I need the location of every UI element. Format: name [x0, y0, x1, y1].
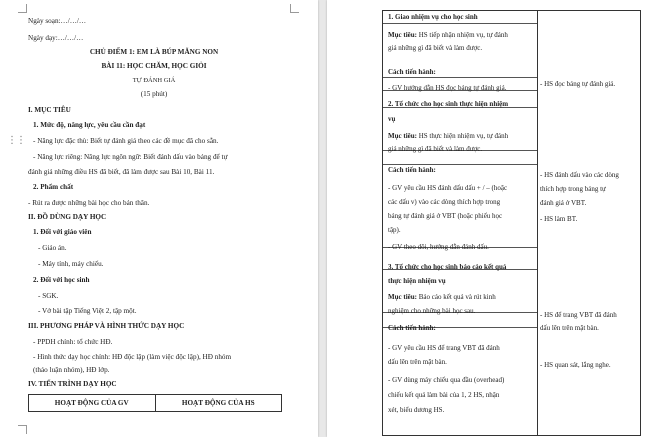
table-row-divider: [383, 164, 537, 165]
text-line: dấu lên trên mặt bàn.: [388, 358, 447, 366]
text-span: HS thực hiện nhiệm vụ, tự đánh: [416, 132, 509, 140]
text-line: nghiệm cho những bài học sau.: [388, 307, 476, 315]
margin-corner-mark: [18, 4, 27, 13]
step-2-heading-cont: vụ: [388, 115, 396, 123]
column-header-gv: HOẠT ĐỘNG CỦA GV: [54, 399, 129, 407]
hs-activity: dấu lên trên mặt bàn.: [540, 324, 599, 332]
text-line: [388, 132, 508, 141]
hs-activity: - HS để trang VBT đã đánh: [540, 311, 617, 319]
text-line: - Giáo án.: [38, 244, 67, 252]
activity-table-header: [28, 394, 282, 412]
margin-corner-mark: [18, 425, 27, 434]
hs-activity: - HS đánh dấu vào các dòng: [540, 171, 619, 179]
text-line: - GV dùng máy chiếu qua đầu (overhead): [388, 376, 505, 384]
text-line: chiếu kết quả làm bài của 1, 2 HS, nhận: [388, 391, 500, 399]
step-3-heading: 3. Tổ chức cho học sinh báo cáo kết quả: [388, 263, 507, 271]
section-heading-do-dung: II. ĐỒ DÙNG DẠY HỌC: [28, 213, 107, 221]
text-line: tập).: [388, 226, 401, 234]
step-2-heading: 2. Tổ chức cho học sinh thực hiện nhiệm: [388, 100, 509, 108]
ngay-day: Ngày dạy:…/…/…: [28, 34, 84, 42]
text-line: - GV yêu cầu HS để trang VBT đã đánh: [388, 344, 500, 352]
hs-activity: - HS quan sát, lắng nghe.: [540, 361, 611, 369]
section-heading-phuong-phap: III. PHƯƠNG PHÁP VÀ HÌNH THỨC DẠY HỌC: [28, 322, 185, 330]
subheading-giao-vien: 1. Đối với giáo viên: [33, 228, 92, 236]
subheading-hoc-sinh: 2. Đối với học sinh: [33, 276, 90, 284]
section-heading-muc-tieu: I. MỤC TIÊU: [28, 106, 71, 114]
text-line: các dấu v) vào các dòng thích hợp trong: [388, 198, 501, 206]
text-line: - Rút ra được những bài học cho bản thân.: [28, 199, 150, 207]
table-column-divider: [537, 11, 538, 435]
text-line: - GV hướng dẫn HS đọc bảng tự đánh giá.: [388, 84, 507, 92]
cach-tien-hanh-label: Cách tiến hành:: [388, 166, 436, 174]
hs-activity: - HS làm BT.: [540, 215, 578, 223]
cach-tien-hanh-label: Cách tiến hành:: [388, 324, 436, 332]
subheading-nang-luc: 1. Mức độ, năng lực, yêu cầu cần đạt: [33, 121, 146, 129]
subheading-pham-chat: 2. Phẩm chất: [33, 183, 74, 191]
hs-activity: thích hợp trong bảng tự: [540, 185, 606, 193]
text-line: - SGK.: [38, 292, 59, 300]
text-line: - PPDH chính: tổ chức HĐ.: [33, 338, 113, 346]
chu-diem-title: CHỦ ĐIỂM 1: EM LÀ BÚP MĂNG NON: [89, 48, 219, 56]
table-row-divider: [383, 23, 537, 24]
text-line: - Năng lực riêng: Năng lực ngôn ngữ: Biết đánh dấu vào bảng để tự: [33, 153, 228, 161]
text-span: HS tiếp nhận nhiệm vụ, tự đánh: [416, 31, 508, 39]
text-line: giá những gì đã biết và làm được.: [388, 44, 483, 52]
muc-tieu-label: Mục tiêu:: [388, 293, 417, 301]
text-line: [388, 31, 508, 40]
ngay-soan: Ngày soạn:…/…/…: [28, 17, 87, 25]
text-line: - GV yêu cầu HS đánh dấu dấu + / – (hoặc: [388, 184, 508, 192]
text-line: - GV theo dõi, hướng dẫn đánh dấu.: [388, 243, 489, 251]
text-line: xét, biểu dương HS.: [388, 406, 445, 414]
text-line: [388, 293, 496, 302]
text-line: - Máy tính, máy chiếu.: [38, 260, 104, 268]
column-header-hs: HOẠT ĐỘNG CỦA HS: [155, 395, 282, 411]
step-1-heading: 1. Giao nhiệm vụ cho học sinh: [388, 13, 478, 21]
text-line: - Vở bài tập Tiếng Việt 2, tập một.: [38, 307, 137, 315]
lesson-duration: (15 phút): [140, 90, 168, 98]
lesson-title: BÀI 11: HỌC CHĂM, HỌC GIỎI: [101, 62, 207, 70]
cach-tien-hanh-label: Cách tiến hành:: [388, 68, 436, 76]
muc-tieu-label: Mục tiêu:: [388, 31, 417, 39]
step-3-heading-cont: thực hiện nhiệm vụ: [388, 277, 446, 285]
text-line: bảng tự đánh giá ở VBT (hoặc phiếu học: [388, 212, 503, 220]
text-line: - Năng lực đặc thù: Biết tự đánh giá theo các đề mục đã cho sẵn.: [33, 137, 219, 145]
left-page: [0, 0, 318, 437]
hs-activity: đánh giá ở VBT.: [540, 199, 587, 207]
text-line: - Hình thức dạy học chính: HĐ độc lập (làm việc độc lập), HĐ nhóm: [33, 353, 232, 361]
drag-handle-icon[interactable]: ⋮⋮: [7, 135, 25, 146]
text-line: đánh giá những điều HS đã biết, đã làm được sau Bài 10, Bài 11.: [28, 168, 215, 176]
muc-tieu-label: Mục tiêu:: [388, 132, 417, 140]
table-row-divider: [383, 77, 537, 78]
text-line: giá những gì đã biết và làm được.: [388, 145, 483, 153]
section-heading-tien-trinh: IV. TIẾN TRÌNH DẠY HỌC: [28, 380, 117, 388]
hs-activity: - HS đọc bảng tự đánh giá.: [540, 80, 616, 88]
text-span: Báo cáo kết quả và rút kinh: [416, 293, 496, 301]
margin-corner-mark: [290, 4, 299, 13]
lesson-subtitle: TỰ ĐÁNH GIÁ: [132, 77, 176, 84]
text-line: (thảo luận nhóm), HĐ lớp.: [33, 366, 110, 374]
